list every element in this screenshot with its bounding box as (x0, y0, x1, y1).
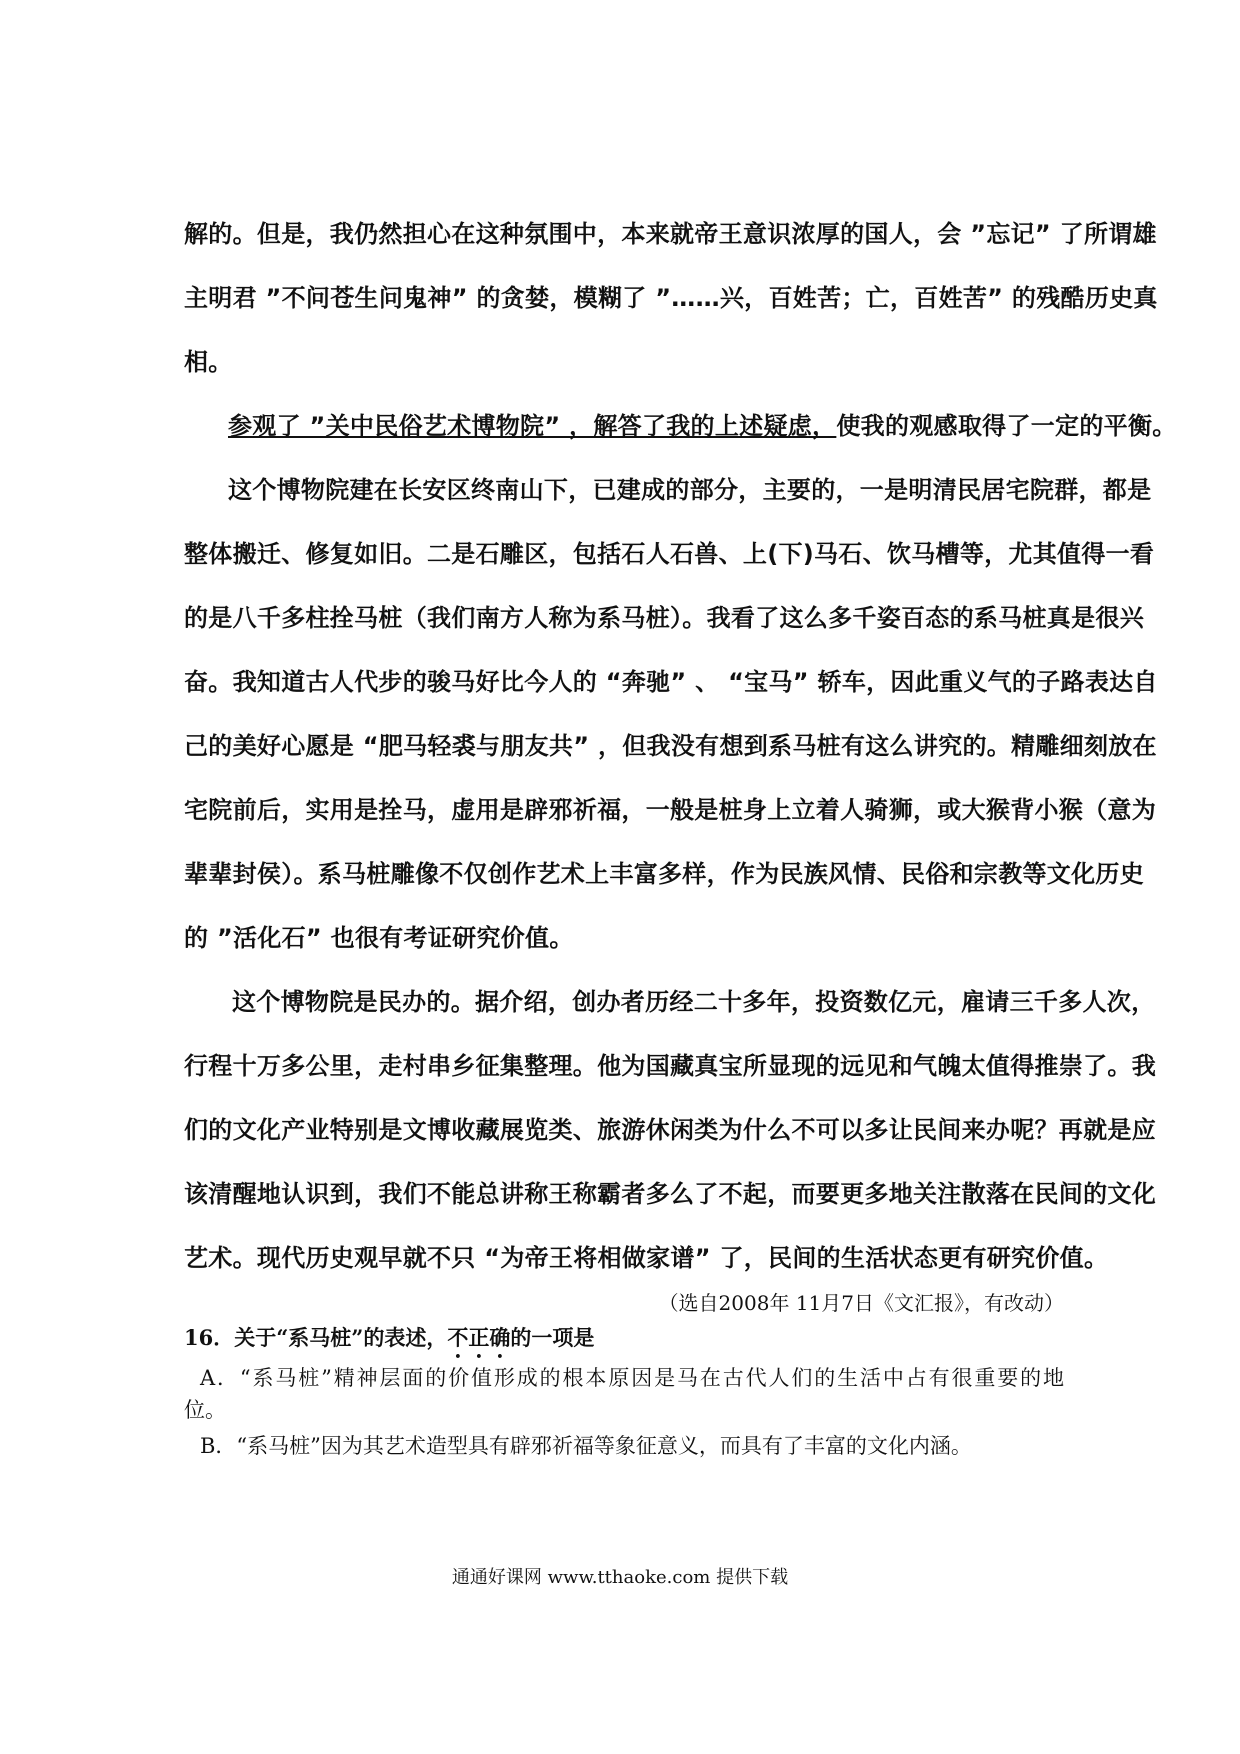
question-title (184, 1324, 594, 1363)
paragraph-line: 这个博物院是民办的。据介绍，创办者历经二十多年，投资数亿元，雇请三千多人次， (232, 988, 1156, 1016)
option-a-continued: 位。 (184, 1398, 226, 1422)
paragraph-line: 该清醒地认识到，我们不能总讲称王称霸者多么了不起，而要更多地关注散落在民间的文化 (184, 1180, 1156, 1208)
question-suffix: 的一项是 (510, 1325, 595, 1350)
paragraph-line: 行程十万多公里，走村串乡征集整理。他为国藏真宝所显现的远见和气魄太值得推崇了。我 (184, 1052, 1156, 1080)
source-citation: （选自2008年 11月7日《文汇报》，有改动） (658, 1291, 1064, 1315)
paragraph-line: 相。 (184, 348, 233, 376)
paragraph-line: 解的。但是，我仍然担心在这种氛围中，本来就帝王意识浓厚的国人，会 ”忘记” 了所谓雄 (184, 220, 1157, 248)
paragraph-line: 的 ”活化石” 也很有考证研究价值。 (184, 924, 574, 952)
paragraph-line: 奋。我知道古人代步的骏马好比今人的 “奔驰” 、 “宝马” 轿车，因此重义气的子路表达自 (184, 668, 1158, 696)
paragraph-line (228, 410, 1177, 442)
option-a: A．“系马桩”精神层面的价值形成的根本原因是马在古代人们的生活中占有很重要的地 (200, 1366, 1064, 1390)
paragraph-line: 己的美好心愿是 “肥马轻裘与朋友共” ，但我没有想到系马桩有这么讲究的。精雕细刻放在 (184, 732, 1157, 760)
emphasis-text: 不正确 (447, 1325, 511, 1350)
paragraph-line: 们的文化产业特别是文博收藏展览类、旅游休闲类为什么不可以多让民间来办呢？再就是应 (184, 1116, 1156, 1144)
sentence-tail: 使我的观感取得了一定的平衡。 (836, 412, 1177, 440)
paragraph-line: 这个博物院建在长安区终南山下，已建成的部分，主要的，一是明清民居宅院群，都是 (228, 476, 1152, 504)
question-prefix: 16．关于“系马桩”的表述， (184, 1325, 448, 1350)
paragraph-line: 艺术。现代历史观早就不只 “为帝王将相做家谱” 了，民间的生活状态更有研究价值。 (184, 1244, 1109, 1272)
page-footer: 通通好课网 www.tthaoke.com 提供下载 (451, 1567, 789, 1588)
paragraph-line: 主明君 ”不问苍生问鬼神” 的贪婪，模糊了 ”……兴，百姓苦；亡，百姓苦” 的残酷历史真 (184, 284, 1158, 312)
underlined-sentence: 参观了 ”关中民俗艺术博物院” ，解答了我的上述疑虑， (228, 412, 837, 440)
paragraph-line: 整体搬迁、修复如旧。二是石雕区，包括石人石兽、上(下)马石、饮马槽等，尤其值得一看 (184, 540, 1155, 568)
paragraph-line: 的是八千多柱拴马桩（我们南方人称为系马桩）。我看了这么多千姿百态的系马桩真是很兴 (184, 604, 1144, 632)
paragraph-line: 辈辈封侯）。系马桩雕像不仅创作艺术上丰富多样，作为民族风情、民俗和宗教等文化历史 (184, 860, 1144, 888)
option-b: B．“系马桩”因为其艺术造型具有辟邪祈福等象征意义，而具有了丰富的文化内涵。 (200, 1434, 972, 1458)
paragraph-line: 宅院前后，实用是拴马，虚用是辟邪祈福，一般是桩身上立着人骑狮，或大猴背小猴（意为 (184, 796, 1156, 824)
